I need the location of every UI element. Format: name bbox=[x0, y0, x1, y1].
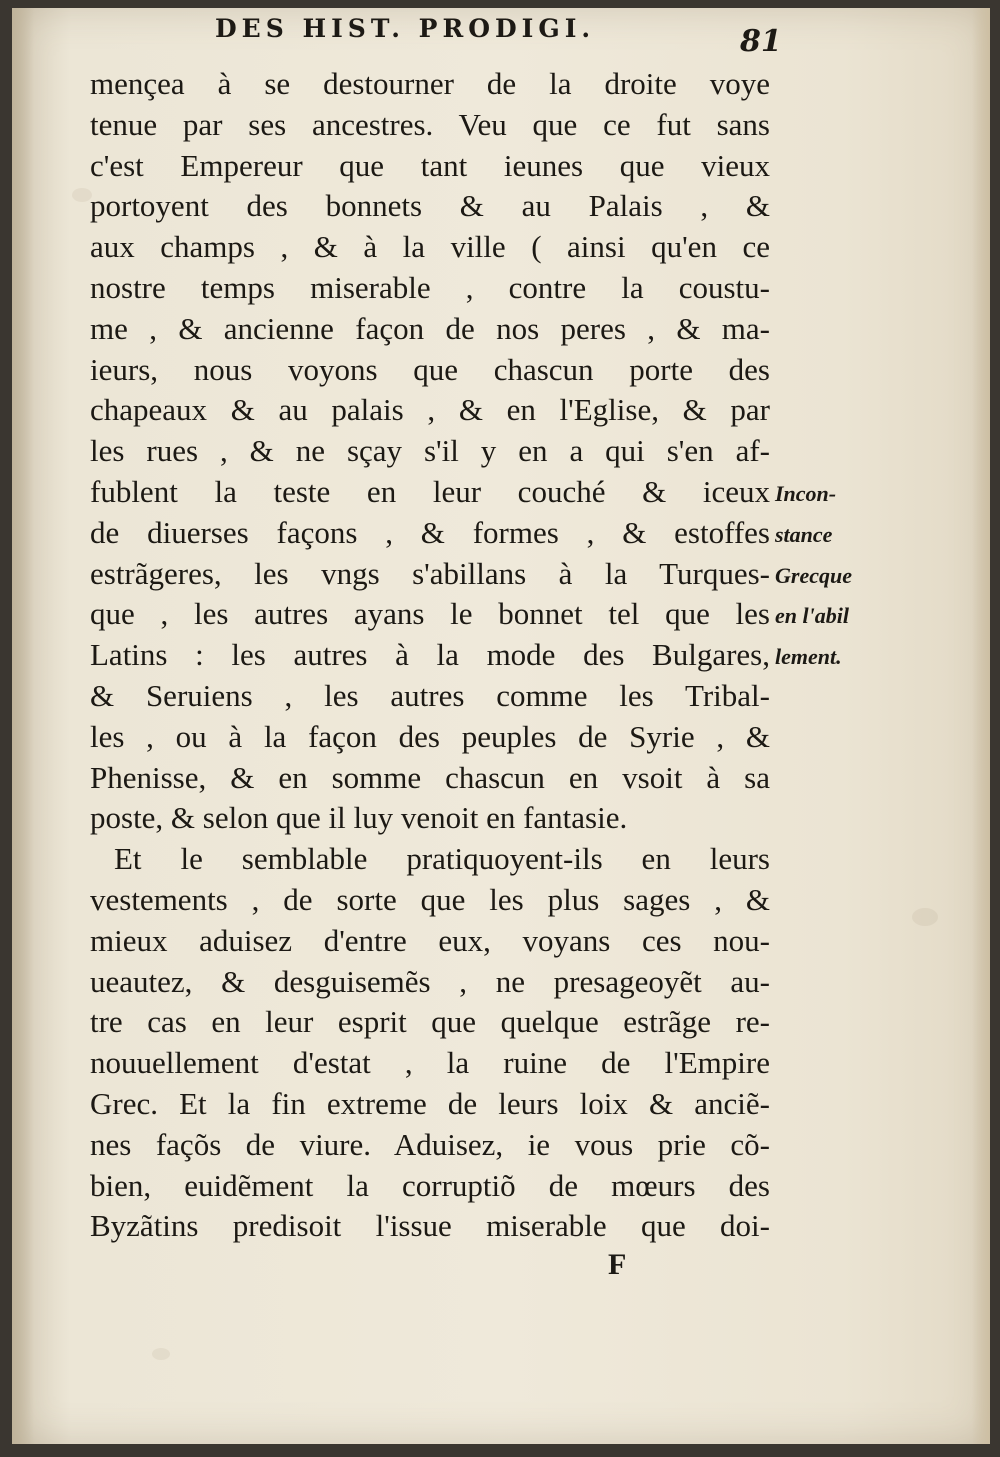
text-line: de diuerses façons , & formes , & estoffes bbox=[90, 514, 770, 550]
signature-mark: F bbox=[608, 1248, 627, 1281]
text-line: que , les autres ayans le bonnet tel que les bbox=[90, 596, 770, 632]
paper-stain bbox=[152, 1348, 170, 1360]
marginal-note-line: lement. bbox=[775, 644, 842, 670]
text-line: les , ou à la façon des peuples de Syrie , & bbox=[90, 718, 770, 754]
text-line: estrãgeres, les vngs s'abillans à la Turques- bbox=[90, 555, 770, 591]
text-line: vestements , de sorte que les plus sages , & bbox=[90, 881, 770, 917]
marginal-note bbox=[775, 474, 852, 678]
text-line: les rues , & ne sçay s'il y en a qui s'en af- bbox=[90, 433, 770, 469]
text-line: me , & ancienne façon de nos peres , & ma- bbox=[90, 310, 770, 346]
text-line: mieux aduisez d'entre eux, voyans ces nou- bbox=[90, 922, 770, 958]
text-line: Byzãtins predisoit l'issue miserable que doi- bbox=[90, 1208, 770, 1244]
paper-stain bbox=[912, 908, 938, 926]
text-line: & Seruiens , les autres comme les Tribal- bbox=[90, 677, 770, 713]
marginal-note-line: stance bbox=[775, 521, 833, 547]
text-line: bien, euidẽment la corruptiõ de mœurs des bbox=[90, 1167, 770, 1203]
text-line: tenue par ses ancestres. Veu que ce fut sans bbox=[90, 106, 770, 142]
page-edge-shadow bbox=[972, 8, 990, 1444]
marginal-note-line: en l'abil bbox=[775, 603, 849, 629]
text-line: c'est Empereur que tant ieunes que vieux bbox=[90, 147, 770, 183]
text-line: ieurs, nous voyons que chascun porte des bbox=[90, 351, 770, 387]
text-line: Phenisse, & en somme chascun en vsoit à sa bbox=[90, 759, 770, 795]
text-line-paragraph-start: Et le semblable pratiquoyent-ils en leurs bbox=[114, 841, 770, 877]
text-line: aux champs , & à la ville ( ainsi qu'en ce bbox=[90, 229, 770, 265]
body-text bbox=[90, 64, 770, 1247]
text-line: mençea à se destourner de la droite voye bbox=[90, 66, 770, 101]
page-number: 81 bbox=[740, 24, 782, 59]
text-line: chapeaux & au palais , & en l'Eglise, & par bbox=[90, 392, 770, 428]
text-line: nostre temps miserable , contre la coustu- bbox=[90, 269, 770, 305]
text-line: fublent la teste en leur couché & iceux bbox=[90, 473, 770, 509]
text-line: Grec. Et la fin extreme de leurs loix & anciẽ- bbox=[90, 1085, 770, 1121]
page-gutter-shadow bbox=[12, 8, 34, 1444]
text-line: tre cas en leur esprit que quelque estrãge re- bbox=[90, 1004, 770, 1040]
text-line: ueautez, & desguisemẽs , ne presageoyẽt au- bbox=[90, 963, 770, 999]
text-line: nouuellement d'estat , la ruine de l'Empire bbox=[90, 1045, 770, 1081]
text-line: portoyent des bonnets & au Palais , & bbox=[90, 188, 770, 224]
text-line: Latins : les autres à la mode des Bulgares, bbox=[90, 637, 770, 673]
paper-stain bbox=[72, 188, 92, 202]
running-head: DES HIST. PRODIGI. bbox=[215, 14, 596, 43]
marginal-note-line: Grecque bbox=[775, 562, 852, 588]
text-line: nes façõs de viure. Aduisez, ie vous prie cõ- bbox=[90, 1126, 770, 1162]
marginal-note-line: Incon- bbox=[775, 481, 837, 506]
text-line: poste, & selon que il luy venoit en fantasie. bbox=[90, 800, 628, 836]
